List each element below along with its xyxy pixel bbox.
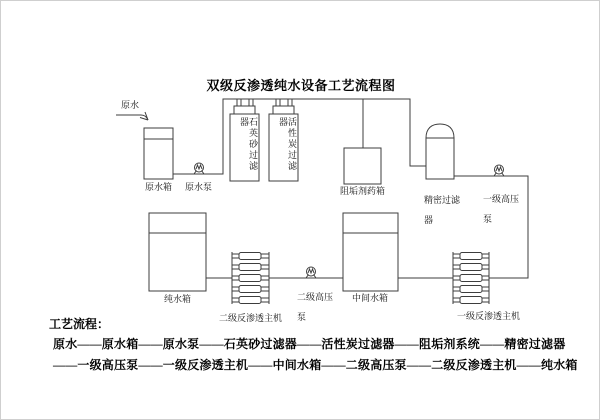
pure-water-tank-shape bbox=[149, 213, 206, 291]
intermediate-tank-shape bbox=[343, 213, 398, 291]
stage1-ro-unit-label: 一级反渗透主机 bbox=[457, 311, 521, 321]
stage2-hp-pump-icon bbox=[306, 267, 316, 278]
feed-pipe bbox=[173, 99, 426, 174]
stage2-hp-pump-label-line1: 二级高压 bbox=[297, 292, 334, 302]
stage1-ro-unit-shape bbox=[453, 252, 489, 304]
raw-water-tank-label: 原水箱 bbox=[145, 182, 173, 192]
feed-label: 原水 bbox=[121, 100, 140, 110]
feed-arrow-icon bbox=[116, 112, 148, 120]
stage2-hp-pump-label bbox=[297, 282, 333, 332]
precision-filter-label bbox=[424, 185, 460, 235]
page-title: 双级反渗透纯水设备工艺流程图 bbox=[206, 78, 396, 93]
precision-filter-label-line1: 精密过滤 bbox=[424, 195, 461, 205]
precision-filter-shape bbox=[426, 124, 454, 179]
pure-water-tank-label: 纯水箱 bbox=[164, 294, 192, 304]
raw-water-tank-shape bbox=[144, 128, 173, 179]
process-flow-line1: 原水——原水箱——原水泵——石英砂过滤器——活性炭过滤器——阻垢剂系统——精密过滤器 bbox=[53, 337, 566, 351]
stage1-hp-pump-label bbox=[483, 184, 519, 234]
intermediate-tank-label: 中间水箱 bbox=[352, 293, 389, 303]
antiscalant-tank-shape bbox=[344, 148, 381, 184]
stage2-hp-pump-label-line2: 泵 bbox=[297, 312, 307, 322]
quartz-sand-filter-label: 石英砂过滤器 bbox=[239, 117, 258, 172]
stage1-hp-pump-label-line1: 一级高压 bbox=[483, 194, 520, 204]
stage2-ro-unit-shape bbox=[232, 252, 269, 304]
activated-carbon-filter-label: 活性炭过滤器 bbox=[278, 117, 297, 172]
process-flow-line2: ——一级高压泵——一级反渗透主机——中间水箱——二级高压泵——二级反渗透主机——纯水箱 bbox=[53, 358, 578, 372]
stage1-hp-pump-icon bbox=[494, 165, 504, 176]
stage1-hp-pump-label-line2: 泵 bbox=[483, 214, 493, 224]
process-flow-heading: 工艺流程： bbox=[49, 317, 110, 331]
raw-water-pump-icon bbox=[194, 163, 204, 174]
antiscalant-tank-label: 阻垢剂药箱 bbox=[340, 186, 386, 196]
precision-filter-label-line2: 器 bbox=[424, 215, 434, 225]
raw-water-pump-label: 原水泵 bbox=[185, 182, 213, 192]
stage2-ro-unit-label: 二级反渗透主机 bbox=[219, 313, 283, 323]
